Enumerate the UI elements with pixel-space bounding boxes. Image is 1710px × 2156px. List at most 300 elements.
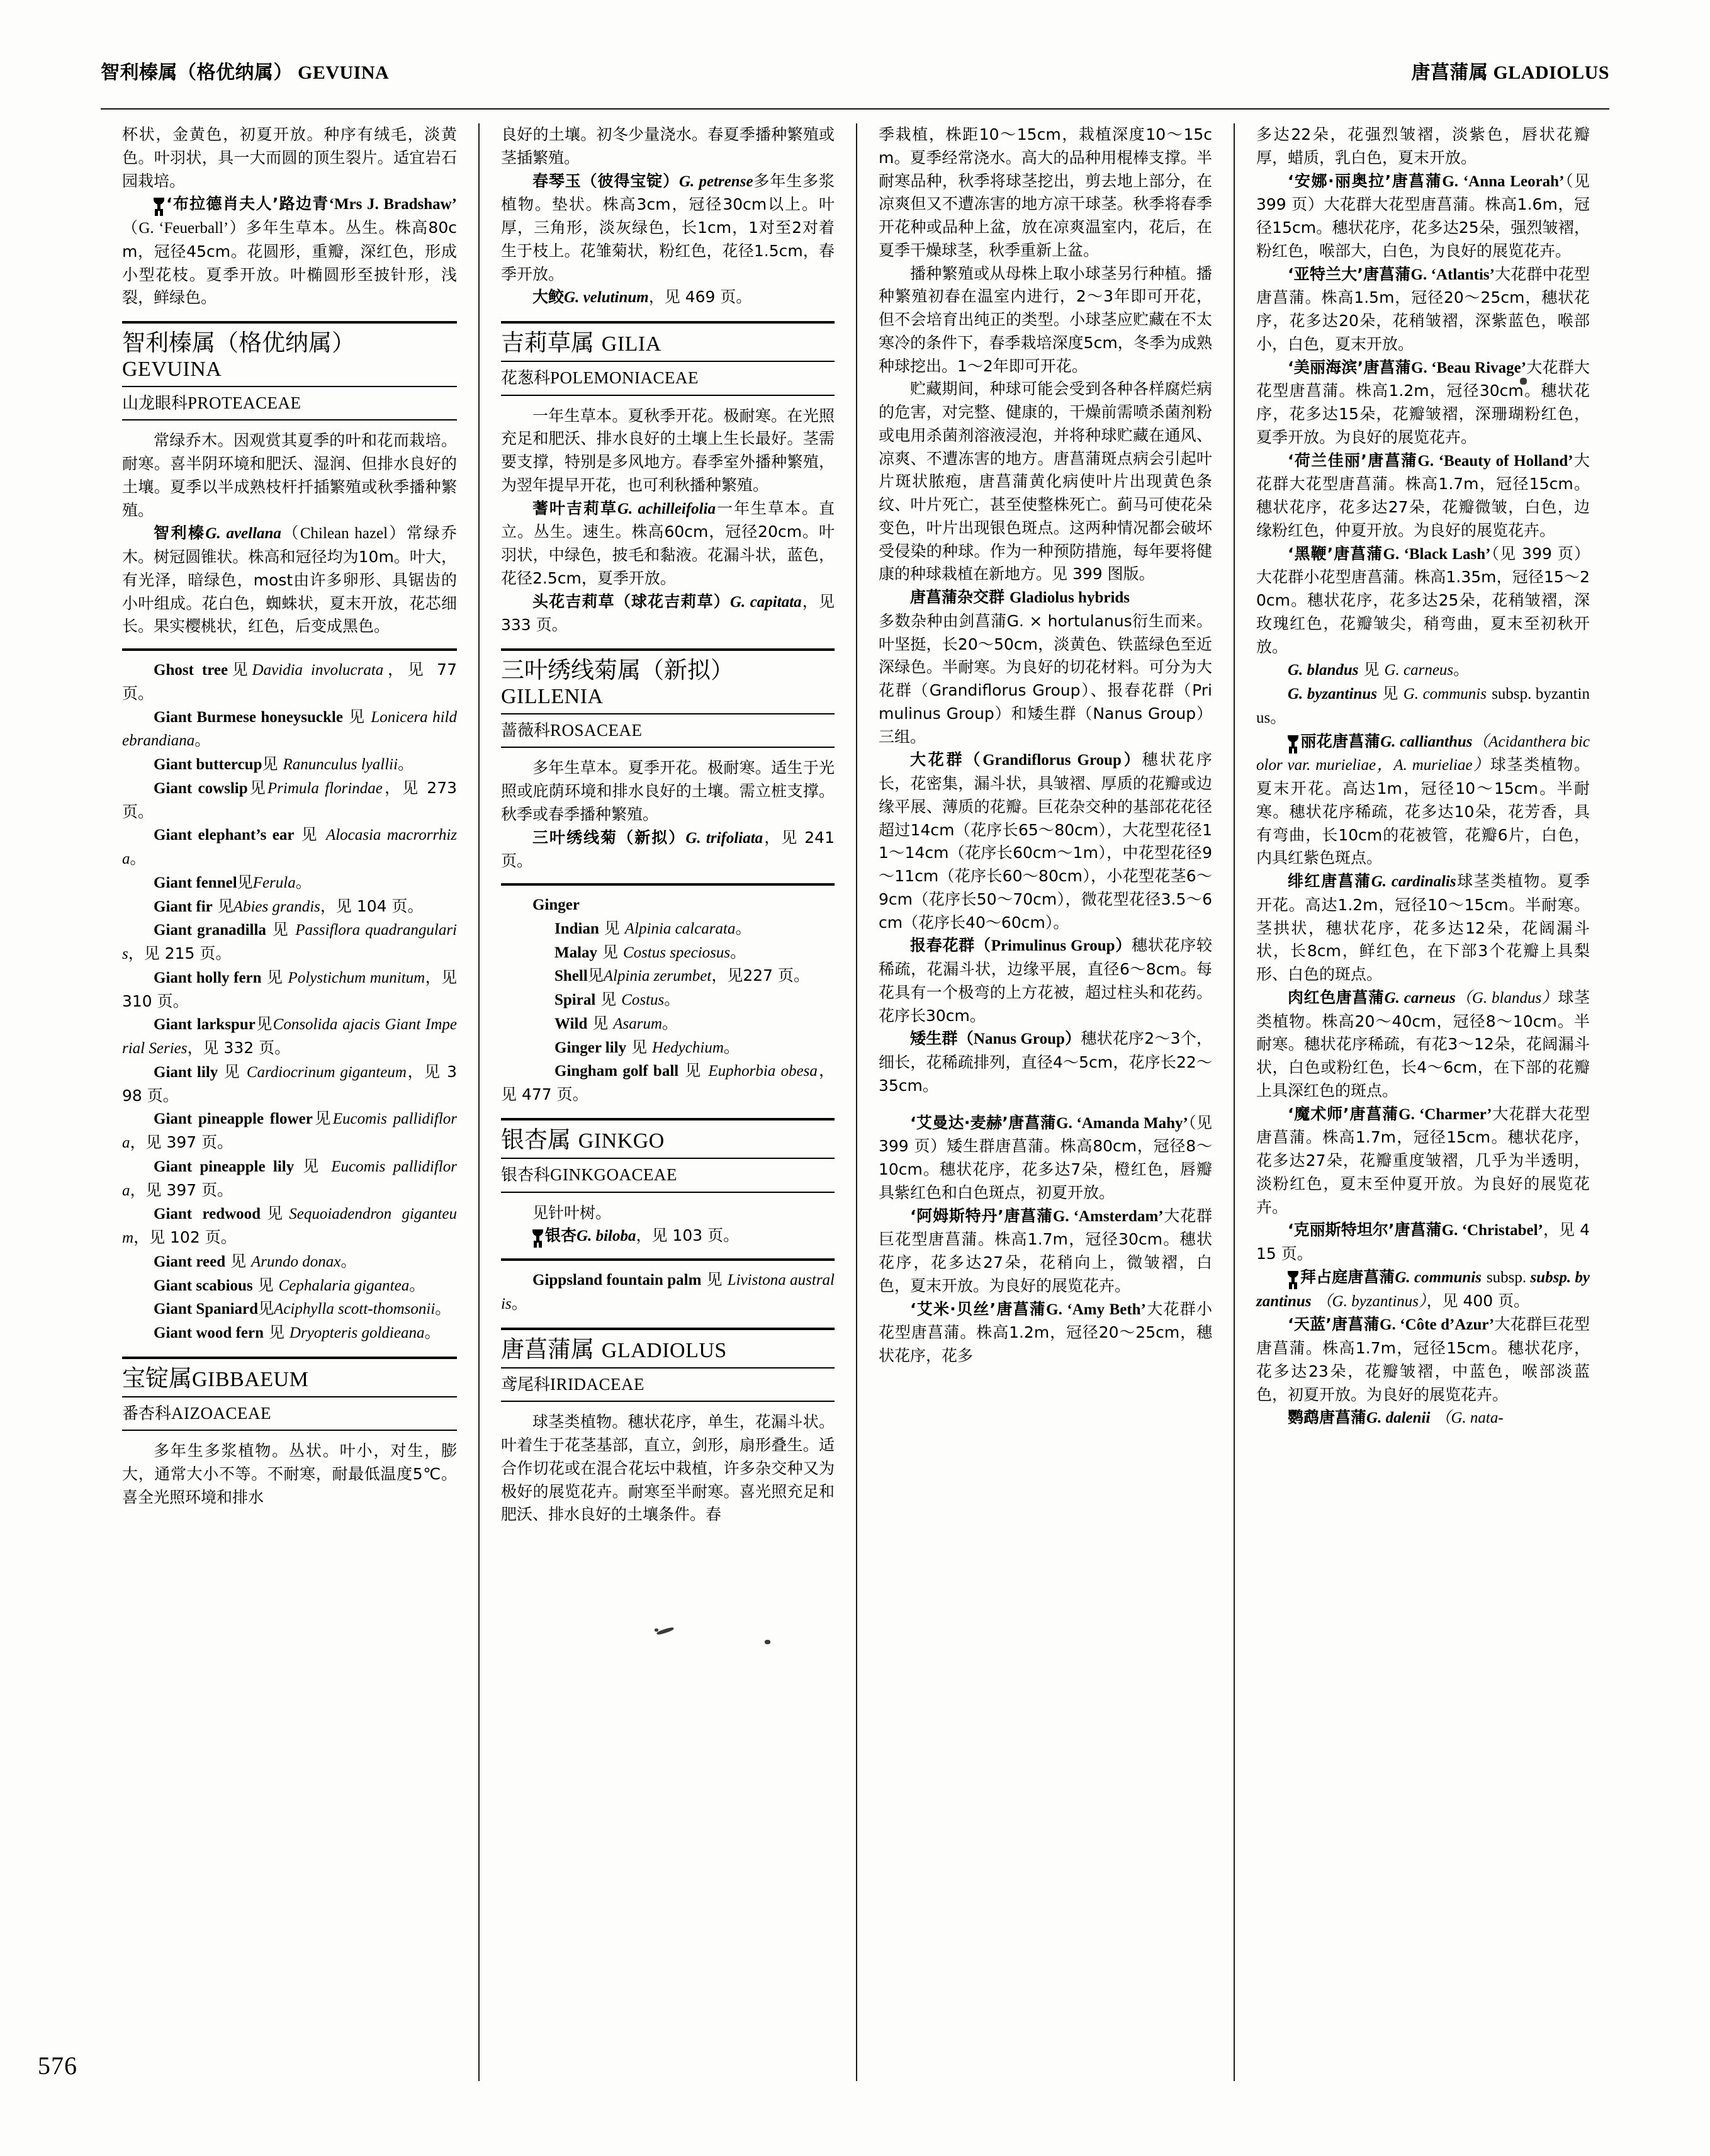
species-entry	[501, 827, 835, 874]
index-term: Ginger	[532, 896, 580, 914]
cultivar-name-latin: G. ‘Côte d’Azur’	[1380, 1316, 1495, 1334]
cultivar-entry	[122, 193, 457, 310]
cultivar-name-latin: G. ‘Amy Beth’	[1046, 1301, 1146, 1318]
index-page: 见 102 页。	[149, 1228, 237, 1247]
index-page: 见 273 页。	[122, 778, 458, 821]
genus-heading-gladiolus	[501, 1328, 835, 1403]
species-entry	[1256, 730, 1590, 871]
hybrid-group-name-latin: Gladiolus hybrids	[1009, 589, 1130, 606]
index-reference: Livistona australis	[501, 1272, 835, 1312]
species-entry	[122, 522, 457, 638]
index-page: 见 310 页。	[122, 968, 457, 1010]
species-name-zh: 春琴玉（彼得宝锭）	[532, 171, 679, 190]
index-item: Giant fir 见Abies grandis，见 104 页。	[154, 896, 424, 915]
index-reference: Aciphylla scott-thomsonii	[274, 1301, 436, 1318]
species-description: 常绿乔木。树冠圆锥状。株高和冠径均为10m。叶大，有光泽，暗绿色，most由许多卵形、具锯齿的小叶组成。花白色，蜘蛛状，夏末开放，花芯细长。果实樱桃状，红色，后变成黑色。	[122, 524, 457, 636]
cultivar-description: （见 399 页）大花群大花型唐菖蒲。株高1.6m，冠径15cm。穗状花序，花多达25朵，强烈皱褶，粉红色，喉部大，白色，为良好的展览花卉。	[1256, 171, 1590, 260]
genus-description: 球茎类植物。穗状花序，单生，花漏斗状。叶着生于花茎基部，直立，剑形，扇形叠生。适合作切花或在混合花坛中栽植，许多杂交种又为极好的展览花卉。耐寒至半耐寒。喜光照充足和肥沃、排水良好的土壤条件。春	[501, 1413, 835, 1524]
header-rule	[101, 108, 1609, 110]
species-synonym: （Acidanthera bicolor var. murieliae，A. murieliae）	[1256, 733, 1590, 774]
index-page: 见 398 页。	[122, 1062, 457, 1105]
index-term: Giant cowslip	[154, 779, 248, 797]
cultivar-page-ref: ，见 415 页。	[1256, 1221, 1590, 1263]
cultivar-name-latin: G. ‘Charmer’	[1398, 1105, 1492, 1123]
group-name-zh: 报春花群	[910, 936, 975, 955]
species-name-zh: 银杏	[545, 1226, 577, 1245]
cultivar-name-zh: ‘布拉德肖夫人’路边青	[166, 195, 329, 213]
index-page: 见 332 页。	[203, 1039, 291, 1058]
family-name-latin: GINKGOACEAE	[550, 1165, 677, 1185]
rule	[501, 395, 835, 396]
species-name-zh: 拜占庭唐菖蒲	[1300, 1267, 1395, 1286]
cultivar-name-latin: ‘Mrs J. Bradshaw’	[329, 196, 458, 213]
running-head-right-latin: GLADIOLUS	[1493, 62, 1609, 83]
species-name-latin: G. carneus	[1384, 989, 1456, 1007]
species-page-ref: ，见 333 页。	[501, 592, 835, 635]
index-item: Giant redwood见Sequoiadendron giganteum，见 102 页。	[122, 1204, 457, 1247]
hybrid-group-description: 多数杂种由剑菖蒲G. × hortulanus衍生而来。叶坚挺，长20～50cm，淡黄色、铁蓝绿色至近深绿色。半耐寒。为良好的切花材料。可分为大花群（Grandiflorus Group）、报春花群（Primulinus Group）和矮生群（Nanus Group）三组。	[879, 611, 1212, 746]
group-name-zh: 大花群	[910, 750, 965, 769]
index-item: Giant pineapple flower见Eucomis pallidiflora，见 397 页。	[122, 1109, 457, 1152]
rule	[122, 321, 457, 324]
species-page-ref: ，见 469 页。	[648, 288, 752, 307]
index-item: Ginger lily 见 Hedychium。	[554, 1037, 740, 1056]
paragraph-continued: 良好的土壤。初冬少量浇水。春夏季播种繁殖或茎插繁殖。	[501, 125, 835, 167]
index-page: ，见 477 页。	[501, 1061, 835, 1104]
genus-description: 见针叶树。	[532, 1203, 612, 1222]
index-page: ，见227 页。	[711, 966, 809, 985]
award-cup-icon	[1288, 1271, 1298, 1284]
index-page: 见 104 页。	[335, 896, 424, 915]
index-group-heading	[501, 893, 835, 917]
index-reference: Hedychium	[652, 1039, 724, 1056]
index-item: Giant lily 见 Cardiocrinum giganteum，见 398 页。	[122, 1062, 457, 1105]
genus-description: 多年生草本。夏季开花。极耐寒。适生于光照或庇荫环境和排水良好的土壤。需立桩支撑。秋季或春季播种繁殖。	[501, 759, 835, 823]
index-reference: Consolida ajacis Giant Imperial Series	[122, 1016, 457, 1058]
hybrid-group-name-zh: 唐菖蒲杂交群	[910, 588, 1005, 606]
index-term: Giant scabious	[154, 1277, 253, 1294]
index-term: Malay	[554, 944, 598, 961]
rule	[501, 1328, 835, 1330]
paragraph-continued: 杯状，金黄色，初夏开放。种序有绒毛，淡黄色。叶羽状，具一大而圆的顶生裂片。适宜岩石园栽培。	[122, 125, 457, 190]
column-2	[478, 123, 856, 2081]
index-term: Spiral	[554, 991, 596, 1009]
cultivar-description: （见 399 页）矮生群唐菖蒲。株高80cm，冠径8～10cm。穗状花序，花多达7朵，橙红色，唇瓣具紫红色和白色斑点，初夏开放。	[879, 1113, 1212, 1202]
column-4	[1234, 123, 1611, 2081]
cultivar-entry	[1256, 1313, 1590, 1406]
group-entry-primulinus	[879, 934, 1212, 1027]
spacer	[879, 1098, 1212, 1112]
index-item: Giant holly fern 见 Polystichum munitum，见 310 页。	[122, 968, 457, 1010]
hybrid-group-entry	[879, 586, 1212, 748]
rule	[501, 1192, 835, 1193]
cultivar-name-zh: ‘艾米·贝丝’唐菖蒲	[910, 1299, 1047, 1318]
genus-name-zh: 吉莉草属	[501, 329, 594, 356]
index-reference: Asarum	[613, 1015, 663, 1032]
index-term: Ghost tree	[154, 662, 228, 679]
rule	[501, 361, 835, 362]
index-reference: Cardiocrinum giganteum	[246, 1063, 407, 1081]
cultivar-entry	[1256, 1219, 1590, 1266]
species-synonym: （G. byzantinus）	[1316, 1292, 1427, 1310]
index-reference: Davidia involucrata	[252, 662, 384, 679]
index-term: Ginger lily	[554, 1039, 627, 1056]
index-reference: Primula florindae	[267, 779, 383, 797]
genus-name-latin: GEVUINA	[122, 357, 222, 381]
index-block-gippsland	[501, 1258, 835, 1316]
index-item: Giant Burmese honeysuckle 见 Lonicera hildebrandiana。	[122, 707, 457, 750]
genus-heading-ginkgo	[501, 1118, 835, 1193]
index-reference: Costus	[621, 991, 665, 1009]
index-item: Giant buttercup见 Ranunculus lyallii。	[154, 755, 414, 774]
index-reference: Cephalaria gigantea	[278, 1277, 410, 1294]
index-item: Giant granadilla 见 Passiflora quadrangularis，见 215 页。	[122, 920, 457, 963]
index-term: Gippsland fountain palm	[532, 1272, 702, 1289]
species-common-name: （Chilean hazel）	[281, 525, 407, 543]
paragraph-continued: 多达22朵，花强烈皱褶，淡紫色，唇状花瓣厚，蜡质，乳白色，夏末开放。	[1256, 125, 1590, 167]
species-entry	[501, 1224, 835, 1248]
family-name-zh: 鸢尾科	[501, 1375, 551, 1394]
rule	[122, 1396, 457, 1397]
cultivar-entry	[1256, 356, 1590, 449]
family-name-zh: 番杏科	[122, 1404, 172, 1423]
subspecies-name: subsp. byzantinus	[1256, 1268, 1590, 1310]
rule	[501, 1401, 835, 1402]
species-synonym: （G. nata-	[1435, 1409, 1504, 1427]
species-name-zh: 蓍叶吉莉草	[532, 499, 617, 517]
index-term: Giant wood fern	[154, 1324, 264, 1342]
running-head	[101, 55, 1609, 84]
index-term: Giant pineapple flower	[154, 1110, 313, 1128]
cultivar-entry	[879, 1298, 1212, 1368]
running-head-right	[1411, 57, 1609, 84]
cultivar-name-zh: ‘魔术师’唐菖蒲	[1288, 1104, 1399, 1123]
rule	[122, 648, 457, 651]
family-name-latin: PROTEACEAE	[188, 393, 301, 412]
group-description: 穗状花序2～3个，细长，花稀疏排列，直径4～5cm，花序长22～35cm。	[879, 1029, 1212, 1095]
cultivar-name-latin: G. ‘Beau Rivage’	[1411, 359, 1527, 376]
species-entry	[501, 497, 835, 590]
species-entry	[1256, 1266, 1590, 1314]
family-line	[501, 718, 835, 743]
species-name-latin: G. dalenii	[1366, 1409, 1431, 1427]
species-name-zh: 绯红唐菖蒲	[1288, 872, 1371, 890]
genus-name-latin: GILIA	[601, 332, 661, 356]
column-1	[101, 123, 478, 2081]
genus-description: 多年生多浆植物。丛状。叶小，对生，膨大，通常大小不等。不耐寒，耐最低温度5℃。喜全光照环境和排水	[122, 1442, 457, 1506]
index-block-1	[122, 648, 457, 1345]
cultivar-description: 大花群巨花型唐菖蒲。株高1.7m，冠径15cm。穗状花序，花多达23朵，花瓣皱褶，中蓝色，喉部淡蓝色，初夏开放。为良好的展览花卉。	[1256, 1315, 1590, 1404]
index-item: Shell见Alpinia zerumbet，见227 页。	[554, 966, 809, 985]
species-name-zh: 肉红色唐菖蒲	[1288, 988, 1385, 1007]
rule	[501, 747, 835, 748]
cultivar-name-zh: ‘阿姆斯特丹’唐菖蒲	[910, 1206, 1053, 1225]
index-page: 见 397 页。	[145, 1133, 233, 1152]
species-name-zh: 智利榛	[154, 524, 206, 543]
index-item: Giant wood fern 见 Dryopteris goldieana。	[154, 1323, 441, 1342]
punctuation: 。	[1453, 660, 1470, 679]
index-item: Giant reed 见 Arundo donax。	[154, 1251, 357, 1270]
rule	[501, 1367, 835, 1369]
genus-heading-gilia	[501, 321, 835, 396]
cultivar-name-latin: G. ‘Beauty of Holland’	[1417, 452, 1573, 470]
cultivar-description: 多年生草本。丛生。株高80cm，冠径45cm。花圆形，重瓣，深红色，形成小型花枝。夏季开放。叶椭圆形至披针形，浅裂，鲜绿色。	[122, 218, 457, 307]
genus-name-latin: GLADIOLUS	[601, 1338, 727, 1362]
species-name-latin: G. trifoliata	[685, 829, 763, 847]
rule	[501, 321, 835, 324]
running-head-left	[101, 57, 389, 84]
genus-description: 常绿乔木。因观赏其夏季的叶和花而栽培。耐寒。喜半阴环境和肥沃、湿润、但排水良好的土壤。夏季以半成熟枝杆扦插繁殖或秋季播种繁殖。	[122, 431, 457, 519]
index-item: Giant scabious 见 Cephalaria gigantea。	[154, 1275, 425, 1294]
index-term: Giant reed	[154, 1253, 226, 1270]
cultivar-entry	[1256, 170, 1590, 263]
index-reference: Abies grandis	[233, 898, 320, 915]
cultivar-name-zh: ‘艾曼达·麦赫’唐菖蒲	[910, 1113, 1057, 1132]
index-term: Giant redwood	[154, 1205, 261, 1223]
genus-name-latin: GIBBAEUM	[192, 1367, 309, 1391]
rule	[501, 1258, 835, 1261]
group-name-latin: （Grandiflorus Group）	[964, 752, 1142, 769]
species-description: 球茎类植物。株高20～40cm，冠径8～10cm。半耐寒。穗状花序稀疏，有花3～12朵，花阔漏斗状，白色或粉红色，长4～6cm，在下部的花瓣上具深红色的斑点。	[1256, 988, 1590, 1100]
species-entry	[501, 590, 835, 638]
species-description: 多年生多浆植物。垫状。株高3cm，冠径30cm以上。叶厚，三角形，淡灰绿色，长1cm，1对至2对着生于枝上。花雏菊状，粉红色，花径1.5cm，春季开放。	[501, 171, 835, 283]
family-line	[122, 391, 457, 416]
paragraph-propagation: 播种繁殖或从母株上取小球茎另行种植。播种繁殖初春在温室内进行，2～3年即可开花，但不会培育出纯正的类型。小球茎应贮藏在不太寒冷的条件下，春季栽培深度5cm，冬季为成熟种球挖出。1～2年即可开花。	[879, 264, 1212, 375]
index-item: Giant Spaniard见Aciphylla scott-thomsonii。	[154, 1299, 451, 1318]
species-page-ref: ，见 400 页。	[1426, 1291, 1530, 1310]
index-term: Indian	[554, 920, 599, 937]
running-head-right-zh: 唐菖蒲属	[1411, 62, 1488, 84]
paragraph-storage: 贮藏期间，种球可能会受到各种各样腐烂病的危害，对完整、健康的，干燥前需喷杀菌剂粉或电用杀菌剂溶液浸泡，并将种球贮藏在通风、凉爽、不遭冻害的地方。唐菖蒲斑点病会引起叶片斑状脓疱，唐菖蒲黄化病使叶片出现黄色条纹、叶片死亡，甚至使整株死亡。蓟马可使花朵变色，叶片出现银色斑点。这两种情况都会破坏受侵染的种球。作为一种预防措施，每年要将健康的种球栽植在新地方。见 399 图版。	[879, 380, 1212, 584]
index-page: 见 77 页。	[122, 660, 457, 703]
cultivar-entry	[1256, 263, 1590, 356]
rule	[122, 1357, 457, 1359]
cultivar-entry	[879, 1112, 1212, 1205]
index-item: Ghost tree见Davidia involucrata，见 77 页。	[122, 660, 457, 703]
index-reference: Sequoiadendron giganteum	[122, 1205, 457, 1247]
index-reference: Polystichum munitum	[288, 969, 425, 986]
genus-name-zh: 银杏属	[501, 1126, 571, 1153]
cultivar-name-latin: G. ‘Atlantis’	[1410, 266, 1495, 283]
cultivar-name-latin: G. ‘Black Lash’	[1383, 545, 1491, 563]
family-name-zh: 山龙眼科	[122, 393, 188, 413]
group-entry-nanus	[879, 1027, 1212, 1097]
award-cup-icon	[1288, 735, 1298, 748]
species-name-latin: G. avellana	[205, 525, 281, 543]
genus-name	[122, 1365, 457, 1392]
family-name-latin: ROSACEAE	[550, 720, 643, 740]
index-term: Giant larkspur	[154, 1016, 256, 1034]
cultivar-name-zh: ‘亚特兰大’唐菖蒲	[1288, 264, 1411, 283]
index-reference: Ferula	[252, 874, 296, 891]
index-page: 见 215 页。	[143, 944, 232, 963]
family-name-latin: AIZOACEAE	[171, 1403, 271, 1423]
genus-name-zh: 智利榛属（格优纳属）	[122, 329, 355, 356]
cultivar-description: 大花群大花型唐菖蒲。株高1.7m，冠径15cm。穗状花序，花多达27朵，花瓣微皱，白色，边缘粉红色，仲夏开放。为良好的展览花卉。	[1256, 451, 1590, 539]
species-entry	[501, 170, 835, 286]
species-name-latin: G. blandus	[1288, 662, 1359, 679]
index-block-ginger	[501, 883, 835, 1107]
cultivar-entry	[1256, 1103, 1590, 1219]
index-term: Wild	[554, 1015, 588, 1032]
index-item: Gingham golf ball 见 Euphorbia obesa，见 477 页。	[501, 1061, 835, 1104]
running-head-left-latin: GEVUINA	[298, 62, 390, 83]
genus-name	[501, 1126, 835, 1154]
family-line	[501, 366, 835, 391]
cultivar-entry	[1256, 543, 1590, 659]
cultivar-description: （见 399 页）大花群小花型唐菖蒲。株高1.35m，冠径15～20cm。穗状花序，花多达25朵，花稍皱褶，深玫瑰红色，花瓣皱尖，稍弯曲，夏末至初秋开放。	[1256, 544, 1590, 656]
group-name-zh: 矮生群	[910, 1029, 958, 1048]
species-name-latin: G. byzantinus	[1288, 686, 1377, 703]
genus-name-zh: 三叶绣线菊属（新拟）	[501, 657, 734, 684]
index-reference: Eucomis pallidiflora	[122, 1158, 457, 1199]
cultivar-name-zh: ‘荷兰佳丽’唐菖蒲	[1288, 451, 1418, 470]
species-description: 一年生草本。直立。丛生。速生。株高60cm，冠径20cm。叶羽状，中绿色，披毛和黏液。花漏斗状，蓝色，花径2.5cm，夏季开放。	[501, 499, 835, 587]
index-page: 见 397 页。	[145, 1180, 233, 1199]
cultivar-entry	[879, 1205, 1212, 1298]
index-item: Giant larkspur见Consolida ajacis Giant Imperial Series，见 332 页。	[122, 1015, 457, 1058]
index-term: Giant pineapple lily	[154, 1158, 295, 1175]
genus-name	[501, 657, 835, 709]
group-description: 穗状花序较稀疏，花漏斗状，边缘平展，直径6～8cm。每花具有一个极弯的上方花被，超过柱头和花药。花序长30cm。	[879, 936, 1212, 1025]
cultivar-name-latin: G. ‘Amsterdam’	[1052, 1207, 1164, 1225]
genus-name-zh: 唐菖蒲属	[501, 1335, 594, 1363]
cultivar-entry	[1256, 449, 1590, 543]
index-term: Giant fir	[154, 898, 213, 915]
genus-name-zh: 宝锭属	[122, 1364, 192, 1392]
family-name-latin: POLEMONIACEAE	[550, 368, 699, 388]
index-item: Giant pineapple lily 见 Eucomis pallidiflora，见 397 页。	[122, 1156, 457, 1199]
species-name-zh: 三叶绣线菊（新拟）	[532, 828, 686, 847]
column-grid	[101, 123, 1611, 2081]
index-reference: Costus speciosus	[622, 944, 731, 961]
species-name-zh: 大鲛	[532, 288, 565, 307]
species-description: 球茎类植物。夏季开花。高达1.2m，冠径10～15cm。半耐寒。茎拱状，穗状花序，花多达12朵，花阔漏斗状，长8cm，鲜红色，在下部3个花瓣上具梨形、白色的斑点。	[1256, 872, 1590, 983]
index-reference: Arundo donax	[251, 1253, 341, 1270]
index-term: Gingham golf ball	[554, 1063, 679, 1080]
species-name-latin: G. callianthus	[1380, 733, 1473, 750]
index-item: Giant fennel见Ferula。	[154, 872, 312, 891]
cultivar-name-zh: ‘美丽海滨’唐菖蒲	[1288, 358, 1412, 376]
cultivar-name-latin: G. ‘Christabel’	[1441, 1222, 1543, 1239]
species-name-latin: G. achilleifolia	[617, 500, 716, 517]
family-line	[122, 1401, 457, 1426]
index-term: Giant holly fern	[154, 969, 262, 986]
index-item: Indian 见 Alpinia calcarata。	[554, 918, 751, 937]
genus-name-latin: GILLENIA	[501, 684, 604, 708]
species-entry-partial	[1256, 1406, 1590, 1430]
cultivar-synonym: （G. ‘Feuerball’）	[122, 220, 246, 237]
index-reference: Alocasia macrorrhiza	[122, 827, 457, 868]
species-entry	[501, 286, 835, 310]
group-name-latin: （Nanus Group）	[957, 1030, 1081, 1048]
rule	[122, 419, 457, 420]
cultivar-description: 大花群大花型唐菖蒲。株高1.7m，冠径15cm。穗状花序，花多达27朵，花瓣重度皱褶，几乎为半透明，淡粉红色，夏末至仲夏开放。为良好的展览花卉。	[1256, 1104, 1590, 1216]
index-item: Malay 见 Costus speciosus。	[554, 942, 746, 961]
index-reference: G. communis	[1403, 686, 1487, 703]
genus-name	[501, 1336, 835, 1363]
cultivar-name-latin: G. ‘Amanda Mahy’	[1056, 1114, 1188, 1132]
index-term: Giant Spaniard	[154, 1301, 259, 1318]
species-name-latin: G. cardinalis	[1371, 873, 1456, 890]
rule	[122, 386, 457, 387]
species-name-latin: G. biloba	[577, 1228, 636, 1245]
species-name-latin: G. velutinum	[564, 289, 649, 307]
genus-heading-gevuina	[122, 321, 457, 420]
genus-heading-gibbaeum	[122, 1357, 457, 1431]
group-entry-grandiflorus	[879, 748, 1212, 934]
index-term: Giant granadilla	[154, 922, 266, 939]
genus-name-latin: GINKGO	[578, 1129, 665, 1153]
paragraph-continued: 季栽植，株距10～15cm，栽植深度10～15cm。夏季经常浇水。高大的品种用棍棒支撑。半耐寒品种，秋季将球茎挖出，剪去地上部分，在凉爽但又不遭冻害的地方凉干球茎。秋季将春季开花种或品种上盆，放在凉爽温室内，花后，在夏季干燥球茎，秋季重新上盆。	[879, 125, 1212, 259]
index-term: Shell	[554, 968, 588, 985]
species-name-zh: 头花吉莉草（球花吉莉草）	[532, 592, 730, 611]
subspecies-prefix: subsp.	[1486, 1268, 1531, 1286]
rule	[501, 1158, 835, 1159]
rule	[501, 883, 835, 886]
genus-heading-gillenia	[501, 648, 835, 748]
cultivar-description: 大花群大花型唐菖蒲。株高1.2m，冠径30cm。穗状花序，花多达15朵，花瓣皱褶，深珊瑚粉红色，夏季开放。为良好的展览花卉。	[1256, 358, 1590, 446]
rule	[501, 648, 835, 651]
cross-reference-entry: G. byzantinus 见 G. communis subsp. byzantinus。	[1256, 684, 1590, 726]
index-term: Giant elephant’s ear	[154, 827, 295, 844]
family-line	[501, 1372, 835, 1397]
index-item: Spiral 见 Costus。	[554, 990, 680, 1009]
family-name-zh: 银杏科	[501, 1166, 551, 1185]
genus-name	[122, 329, 457, 382]
genus-name	[501, 329, 835, 357]
index-reference: Alpinia zerumbet	[603, 968, 712, 985]
species-name-latin: G. capitata	[729, 593, 802, 611]
family-line	[501, 1163, 835, 1188]
family-name-zh: 蔷薇科	[501, 721, 551, 740]
index-item: Gippsland fountain palm 见 Livistona australis。	[501, 1270, 835, 1312]
cultivar-name-zh: ‘天蓝’唐菖蒲	[1288, 1315, 1380, 1334]
index-reference: Dryopteris goldieana	[289, 1324, 425, 1342]
index-term: Giant Burmese honeysuckle	[154, 708, 343, 726]
species-entry	[1256, 870, 1590, 986]
species-description: 球茎类植物。夏末开花。高达1m，冠径10～15cm。半耐寒。穗状花序稀疏，花多达10朵，花芳香，具有弯曲，长10cm的花被管，花瓣6片，白色，内具红紫色斑点。	[1256, 755, 1590, 867]
index-reference: Alpinia calcarata	[624, 920, 736, 937]
index-term: Giant fennel	[154, 874, 237, 891]
award-cup-icon	[154, 198, 164, 211]
group-name-latin: （Primulinus Group）	[974, 937, 1132, 955]
cultivar-name-latin: G. ‘Anna Leorah’	[1442, 172, 1565, 190]
species-page-ref: ，见 103 页。	[636, 1226, 740, 1245]
column-3	[856, 123, 1234, 2081]
subspecies-ref: subsp. byzantinus。	[1256, 686, 1590, 726]
species-name-zh: 鹦鹉唐菖蒲	[1288, 1408, 1367, 1427]
family-name-latin: IRIDACEAE	[550, 1374, 644, 1394]
index-item: Giant cowslip见Primula florindae，见 273 页。	[122, 778, 458, 821]
species-entry	[1256, 986, 1590, 1103]
award-cup-icon	[532, 1229, 543, 1243]
cultivar-description: 大花群中花型唐菖蒲。株高1.5m，冠径20～25cm，穗状花序，花多达20朵，花稍皱褶，深紫蓝色，喉部小，白色，夏末开放。	[1256, 264, 1590, 353]
species-synonym: （G. blandus）	[1455, 989, 1558, 1007]
index-reference: Eucomis pallidiflora	[122, 1110, 457, 1152]
cultivar-name-zh: ‘黑鞭’唐菖蒲	[1288, 544, 1383, 563]
cultivar-name-zh: ‘安娜·丽奥拉’唐菖蒲	[1288, 171, 1443, 190]
index-reference: G. carneus	[1384, 662, 1454, 679]
species-name-latin: G. petrense	[679, 172, 753, 190]
family-name-zh: 花葱科	[501, 369, 551, 388]
cross-reference-entry: G. blandus 见 G. carneus。	[1288, 660, 1470, 679]
index-item: Giant elephant’s ear 见 Alocasia macrorrhiza。	[122, 825, 457, 868]
index-reference: Euphorbia obesa	[708, 1063, 818, 1080]
cultivar-description: 大花群小花型唐菖蒲。株高1.2m，冠径20～25cm，穗状花序，花多	[879, 1299, 1212, 1365]
group-description: 穗状花序长，花密集，漏斗状，具皱褶、厚质的花瓣或边缘平展、薄质的花瓣。巨花杂交种的基部花花径超过14cm（花序长65～80cm），大花型花径11～14cm（花序长60cm～1m），中花型花径9～11cm（花序长60～80cm），小花型花茎6～9cm（花序长50～70cm），微花型花径3.5～6cm（花序长40～60cm）。	[879, 750, 1212, 932]
species-name-latin: G. communis	[1395, 1268, 1482, 1286]
